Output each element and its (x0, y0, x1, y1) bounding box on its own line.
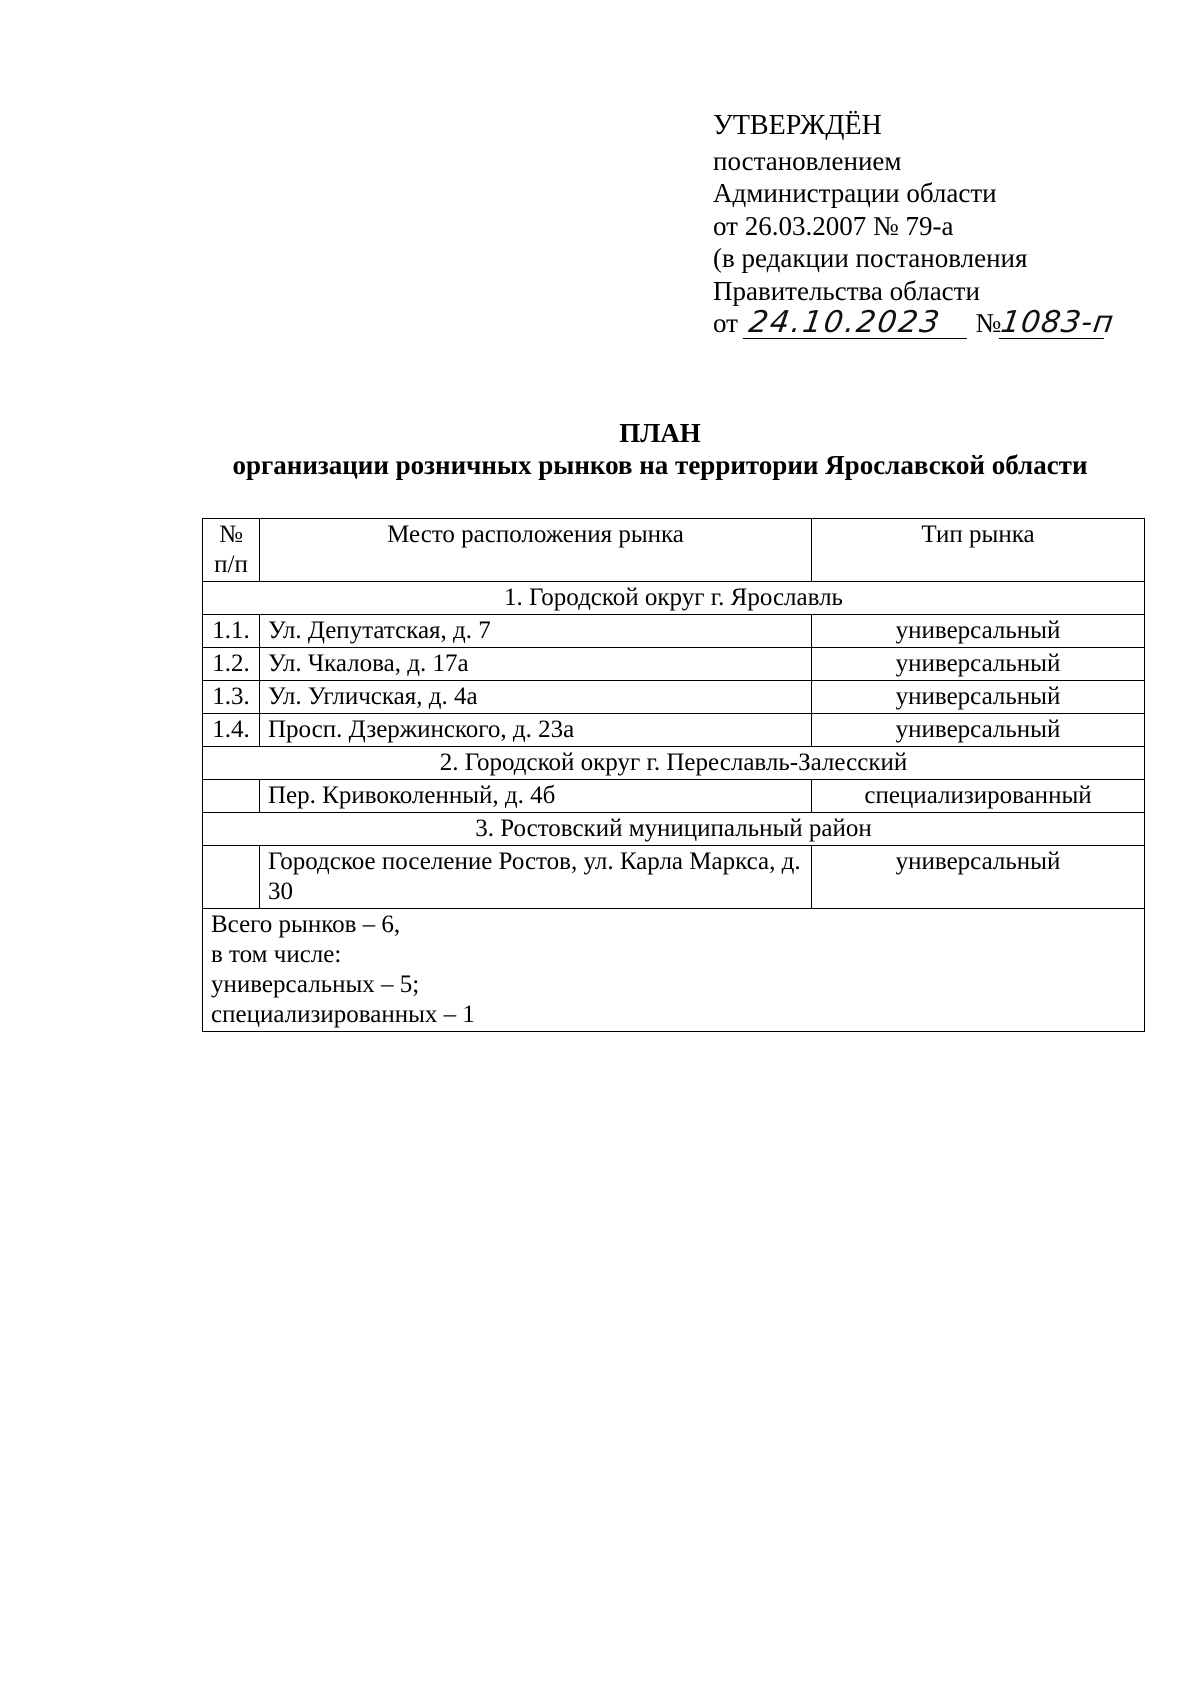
from-prefix: от (713, 308, 738, 338)
handwritten-number: 1083-п (998, 305, 1117, 340)
row-num (203, 846, 260, 909)
row-num (203, 780, 260, 813)
section-title: 2. Городской округ г. Переславль-Залесский (203, 747, 1145, 780)
total-line: Всего рынков – 6, (211, 911, 401, 938)
row-location: Ул. Чкалова, д. 17а (260, 648, 812, 681)
row-type: универсальный (812, 681, 1145, 714)
handwritten-date: 24.10.2023 (743, 308, 971, 339)
table-row (203, 615, 1145, 648)
table-row (203, 648, 1145, 681)
approval-stamp (713, 110, 1117, 340)
row-location: Ул. Депутатская, д. 7 (260, 615, 812, 648)
section-row (203, 747, 1145, 780)
table-row (203, 681, 1145, 714)
approval-date-line (713, 305, 1117, 340)
row-type: универсальный (812, 615, 1145, 648)
table-row (203, 714, 1145, 747)
total-line: специализированных – 1 (211, 1001, 475, 1028)
approval-line: Администрации области (713, 178, 997, 208)
approval-heading: УТВЕРЖДЁН (713, 110, 882, 141)
section-row (203, 582, 1145, 615)
row-location: Просп. Дзержинского, д. 23а (260, 714, 812, 747)
document-subtitle: организации розничных рынков на территории Ярославской области (232, 450, 1088, 480)
row-type: универсальный (812, 648, 1145, 681)
row-num: 1.1. (203, 615, 260, 648)
header-num: № п/п (203, 519, 260, 582)
row-num: 1.4. (203, 714, 260, 747)
approval-line: постановлением (713, 145, 902, 176)
row-type: универсальный (812, 846, 1145, 909)
number-prefix: № (975, 308, 1002, 338)
section-title: 3. Ростовский муниципальный район (203, 813, 1145, 846)
approval-line: (в редакции постановления (713, 243, 1028, 273)
approval-line: от 26.03.2007 № 79-а (713, 210, 954, 241)
header-location: Место расположения рынка (260, 519, 812, 582)
total-line: универсальных – 5; (211, 971, 420, 998)
total-cell (203, 909, 1145, 1032)
row-num: 1.3. (203, 681, 260, 714)
document-title: ПЛАН (619, 418, 701, 448)
row-location: Городское поселение Ростов, ул. Карла Маркса, д. 30 (260, 846, 812, 909)
row-num: 1.2. (203, 648, 260, 681)
row-location: Пер. Кривоколенный, д. 4б (260, 780, 812, 813)
row-type: универсальный (812, 714, 1145, 747)
total-line: в том числе: (211, 941, 342, 968)
approval-line: Правительства области (713, 275, 980, 306)
header-type: Тип рынка (812, 519, 1145, 582)
section-title: 1. Городской округ г. Ярославль (203, 582, 1145, 615)
row-location: Ул. Угличская, д. 4а (260, 681, 812, 714)
row-type: специализированный (812, 780, 1145, 813)
markets-table (202, 518, 1145, 1032)
table-row (203, 846, 1145, 909)
total-row (203, 909, 1145, 1032)
table-row (203, 780, 1145, 813)
table-header-row (203, 519, 1145, 582)
section-row (203, 813, 1145, 846)
